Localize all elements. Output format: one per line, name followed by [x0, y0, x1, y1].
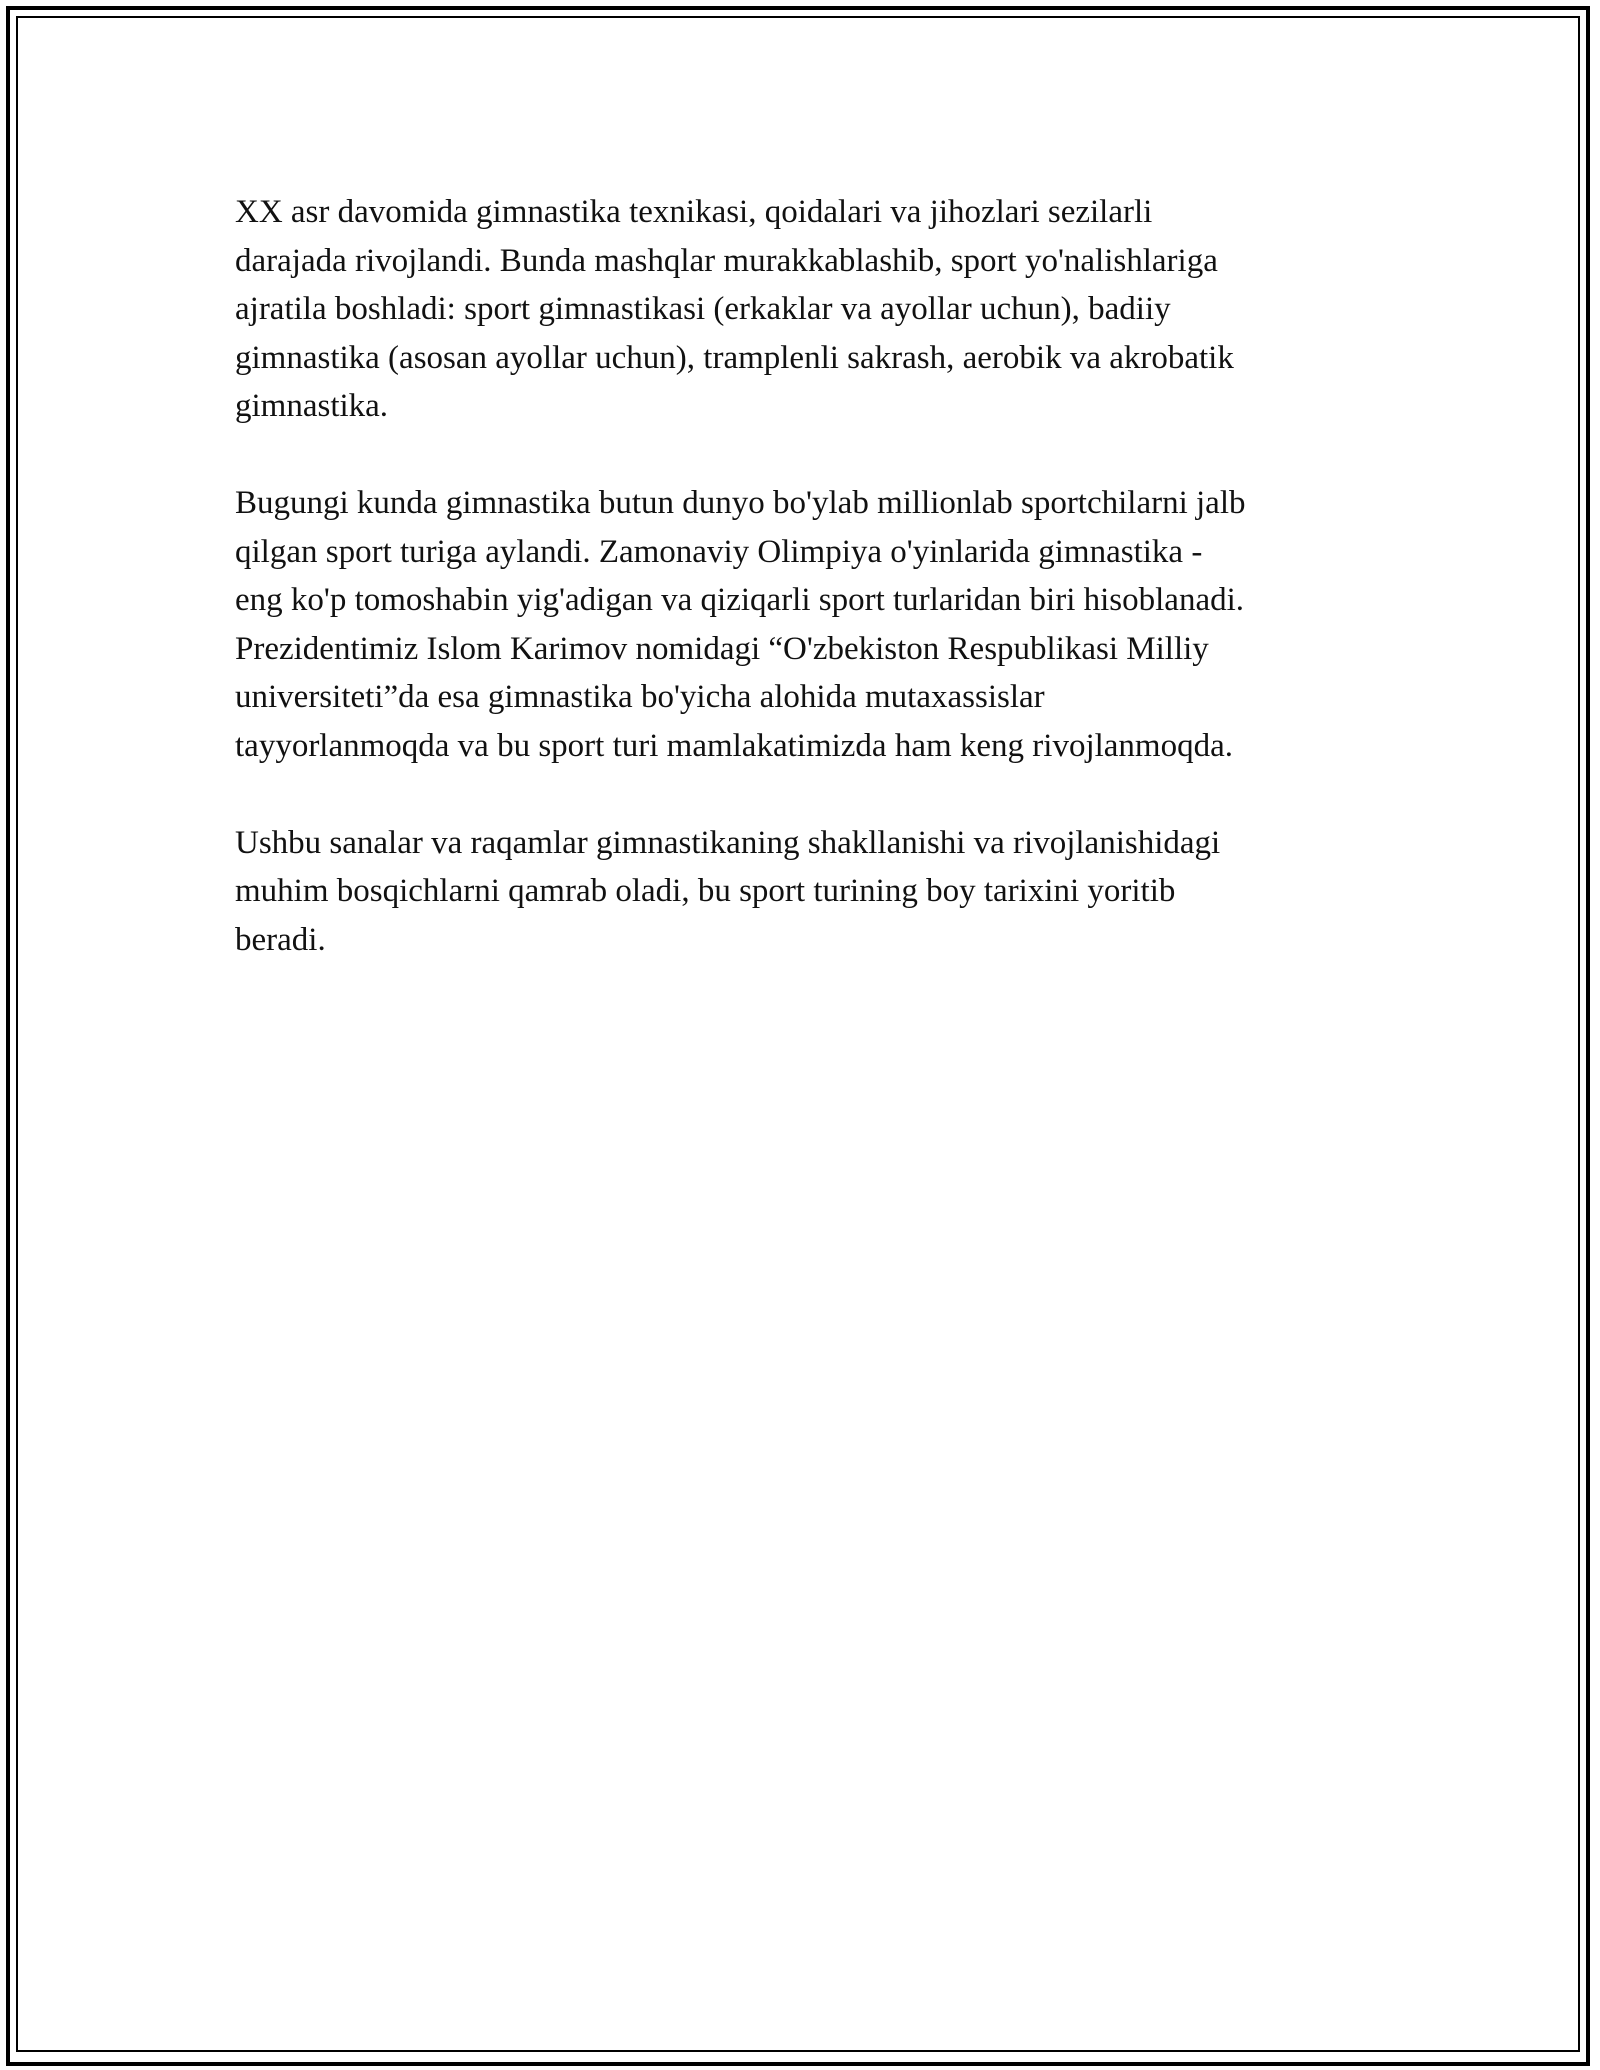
paragraph-1: XX asr davomida gimnastika texnikasi, qoidalari va jihozlari sezilarli darajada rivojlandi. Bunda mashqlar murakkablashib, sport yo'nalishlariga ajratila boshladi: sport gimnastikasi (erkaklar va ayollar uchun), badiiy gimnastika (asosan ayollar uchun), tramplenli sakrash, aerobik va akrobatik gimnastika. [235, 194, 1234, 424]
document-body [235, 188, 1365, 1013]
paragraph-3: Ushbu sanalar va raqamlar gimnastikaning shakllanishi va rivojlanishidagi muhim bosqichlarni qamrab oladi, bu sport turining boy tarixini yoritib beradi. [235, 824, 1221, 958]
paragraph-2: Bugungi kunda gimnastika butun dunyo bo'ylab millionlab sportchilarni jalb qilgan sport turiga aylandi. Zamonaviy Olimpiya o'yinlarida gimnastika - eng ko'p tomoshabin yig'adigan va qiziqarli sport turlaridan biri hisoblanadi. Prezidentimiz Islom Karimov nomidagi “O'zbekiston Respublikasi Milliy universiteti”da esa gimnastika bo'yicha alohida mutaxassislar tayyorlanmoqda va bu sport turi mamlakatimizda ham keng rivojlanmoqda. [235, 485, 1246, 764]
